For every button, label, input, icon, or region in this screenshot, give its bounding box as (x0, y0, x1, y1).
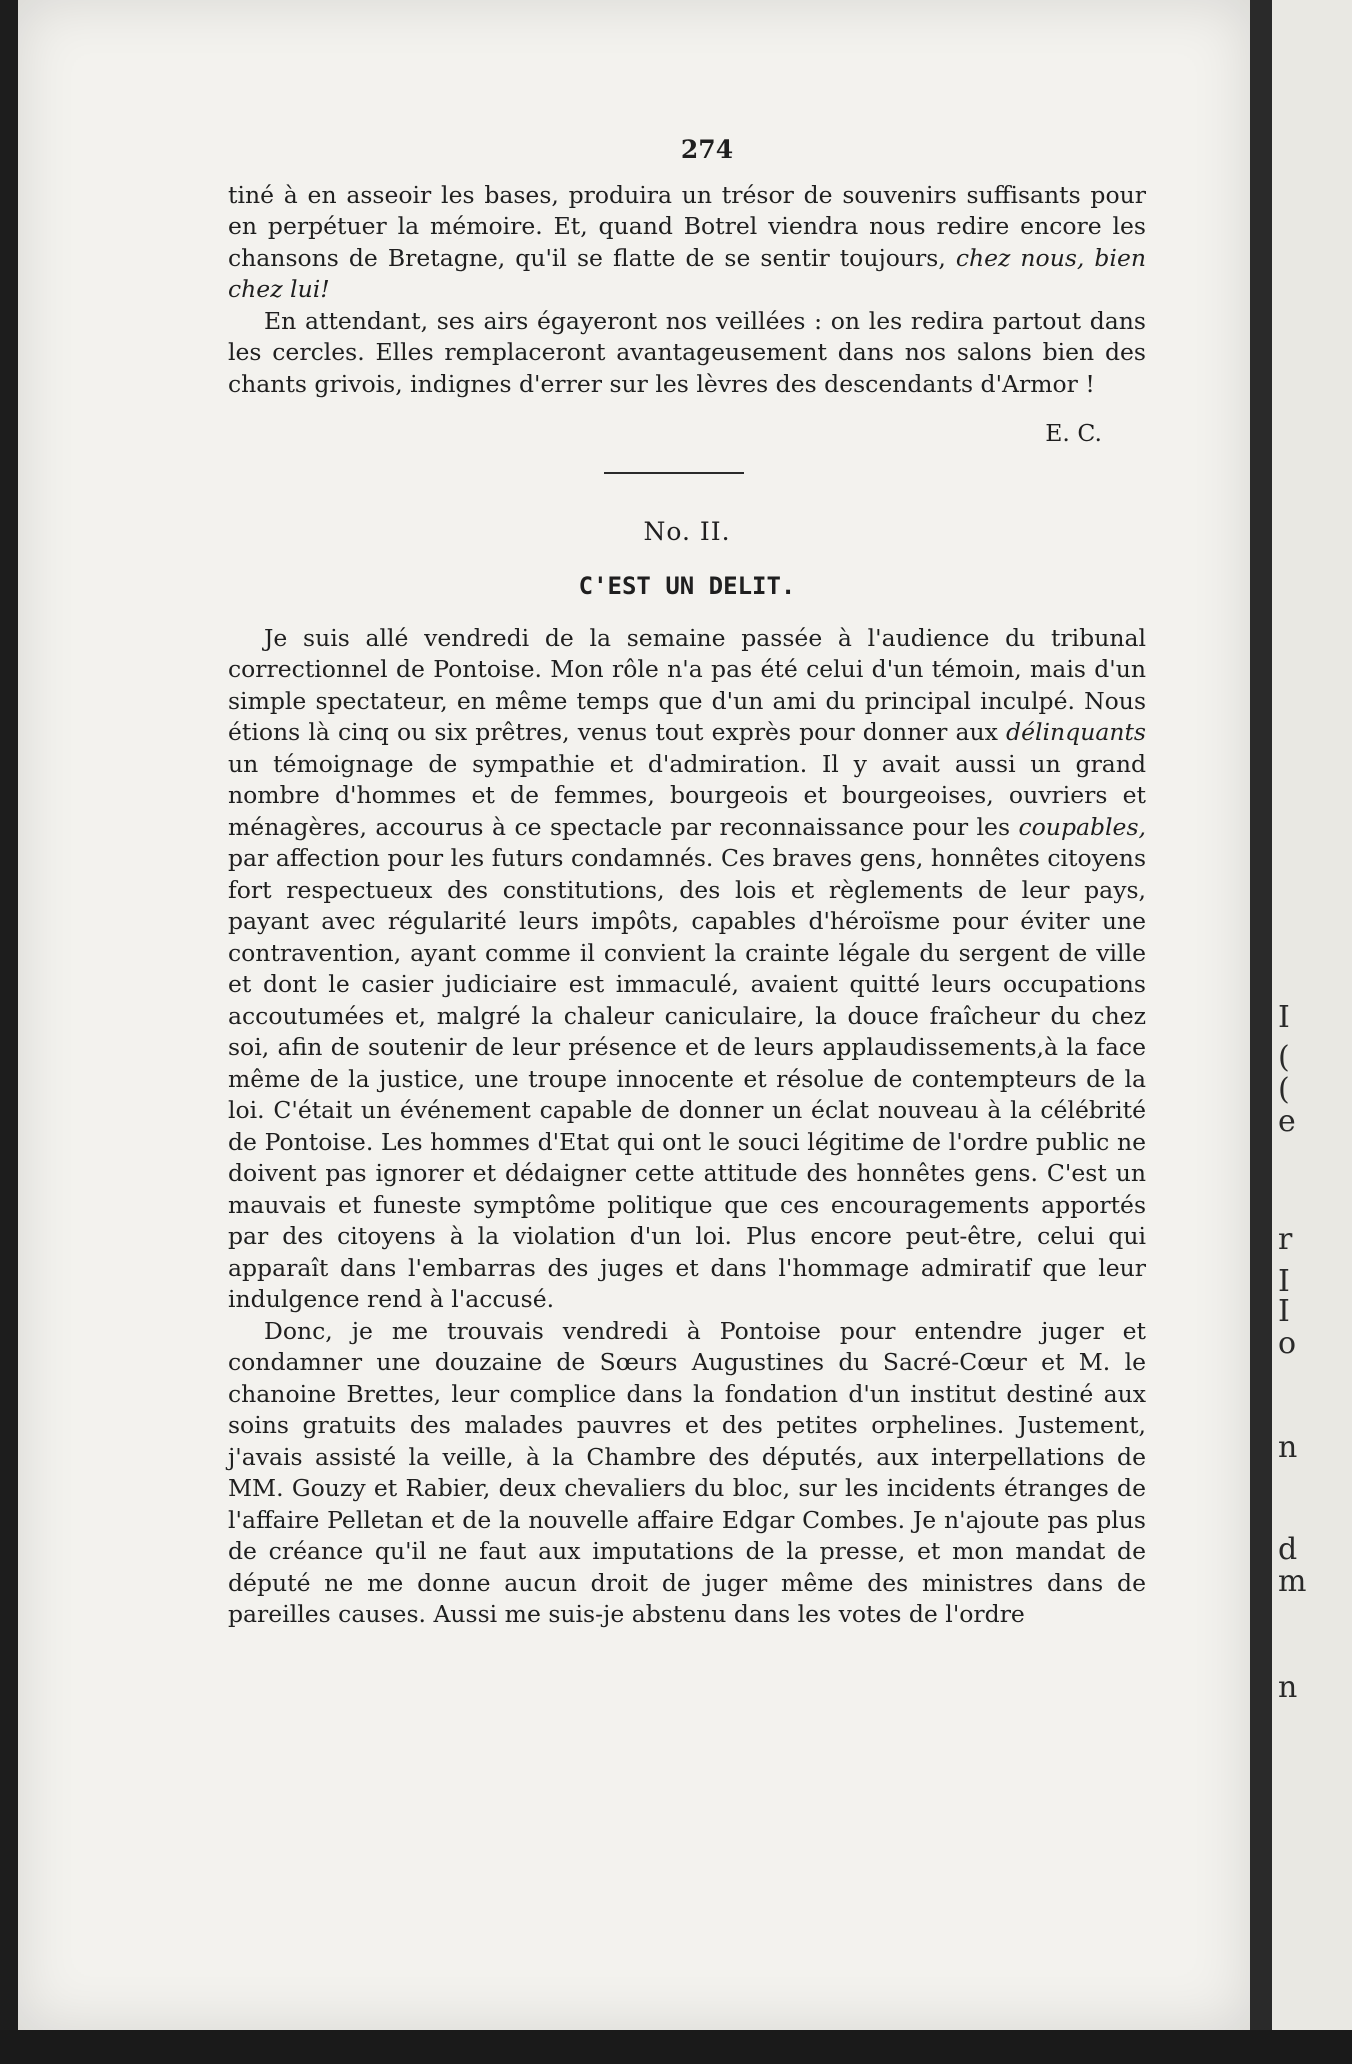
section-divider (604, 472, 744, 474)
facing-fragment: n (1278, 1670, 1298, 1705)
body-paragraph-1-italic1: délinquants (1006, 718, 1146, 746)
facing-page-edge (1272, 0, 1352, 2064)
body-paragraph-1-part3: par affection pour les futurs condamnés. Ces braves gens, honnêtes citoyens fort respectueux des constitutions, des lois et règlements de leur pays, payant avec régularité leurs impôts, capables d'héroïsme pour éviter une contravention, ayant comme il convient la crainte légale du sergent de ville et dont le casier judiciaire est immaculé, avaient quitté leurs occupations accoutumées et, malgré la chaleur caniculaire, la douce fraîcheur du chez soi, afin de soutenir de leur présence et de leurs applaudissements,à la face même de la justice, une troupe innocente et résolue de contempteurs de la loi. C'était un événement capable de donner un éclat nouveau à la célébrité de Pontoise. Les hommes d'Etat qui ont le souci légitime de l'ordre public ne doivent pas ignorer et dédaigner cette attitude des honnêtes gens. C'est un mauvais et funeste symptôme politique que ces encouragements apportés par des citoyens à la violation d'un loi. Plus encore peut-être, celui qui apparaît dans l'embarras des juges et dans l'hommage admiratif que leur indulgence rend à l'accusé. (228, 844, 1146, 1313)
facing-fragment: o (1278, 1326, 1297, 1361)
body-paragraph-1-italic2: coupables, (1018, 812, 1146, 841)
facing-fragment: m (1278, 1564, 1307, 1599)
intro-paragraph-1 (228, 180, 1146, 306)
facing-fragment: I (1278, 1264, 1290, 1299)
scan-bottom-edge (0, 2030, 1352, 2064)
body-paragraph-1-part1: Je suis allé vendredi de la semaine passée à l'audience du tribunal correctionnel de Pontoise. Mon rôle n'a pas été celui d'un témoin, mais d'un simple spectateur, en même temps que d'un ami du principal inculpé. Nous étions là cinq ou six prêtres, venus tout exprès pour donner aux (228, 623, 1146, 746)
scanned-page (18, 0, 1250, 2030)
section-number: No. II. (643, 516, 731, 546)
facing-fragment: n (1278, 1430, 1298, 1465)
facing-fragment: I (1278, 1000, 1290, 1035)
intro-paragraph-1-italic: chez nous, bien chez lui! (228, 243, 1146, 303)
intro-paragraph-1-text: tiné à en asseoir les bases, produira un trésor de souvenirs suffisants pour en perpétuer la mémoire. Et, quand Botrel viendra nous redire encore les chansons de Bretagne, qu'il se flatte de se sentir toujours, (228, 180, 1146, 272)
facing-fragment: ( (1278, 1040, 1290, 1075)
intro-paragraph-2: En attendant, ses airs égayeront nos veillées : on les redira partout dans les cercles. Elles remplaceront avantageusement dans nos salons bien des chants grivois, indignes d'errer sur les lèvres des descendants d'Armor ! (228, 306, 1146, 398)
body-paragraph-1 (228, 623, 1146, 1316)
facing-fragment: e (1278, 1104, 1296, 1139)
facing-fragment: ( (1278, 1072, 1290, 1107)
page-content (228, 120, 1146, 1631)
facing-fragment: I (1278, 1294, 1290, 1329)
section-title: C'EST UN DELIT. (578, 572, 796, 600)
facing-fragment: d (1278, 1532, 1298, 1567)
binding-gutter (1250, 0, 1272, 2064)
body-paragraph-1-part2: un témoignage de sympathie et d'admiration. Il y avait aussi un grand nombre d'hommes et de femmes, bourgeois et bourgeoises, ouvriers et ménagères, accourus à ce spectacle par reconnaissance pour les (228, 749, 1146, 841)
signature: E. C. (1045, 419, 1102, 447)
facing-fragment: r (1278, 1222, 1293, 1257)
body-paragraph-2: Donc, je me trouvais vendredi à Pontoise pour entendre juger et condamner une douzaine de Sœurs Augustines du Sacré-Cœur et M. le chanoine Brettes, leur complice dans la fondation d'un institut destiné aux soins gratuits des malades pauvres et des petites orphelines. Justement, j'avais assisté la veille, à la Chambre des députés, aux interpellations de MM. Gouzy et Rabier, deux chevaliers du bloc, sur les incidents étranges de l'affaire Pelletan et de la nouvelle affaire Edgar Combes. Je n'ajoute pas plus de créance qu'il ne faut aux imputations de la presse, et mon mandat de député ne me donne aucun droit de juger même des ministres dans de pareilles causes. Aussi me suis-je abstenu dans les votes de l'ordre (228, 1316, 1146, 1628)
page-number: 274 (680, 135, 734, 164)
